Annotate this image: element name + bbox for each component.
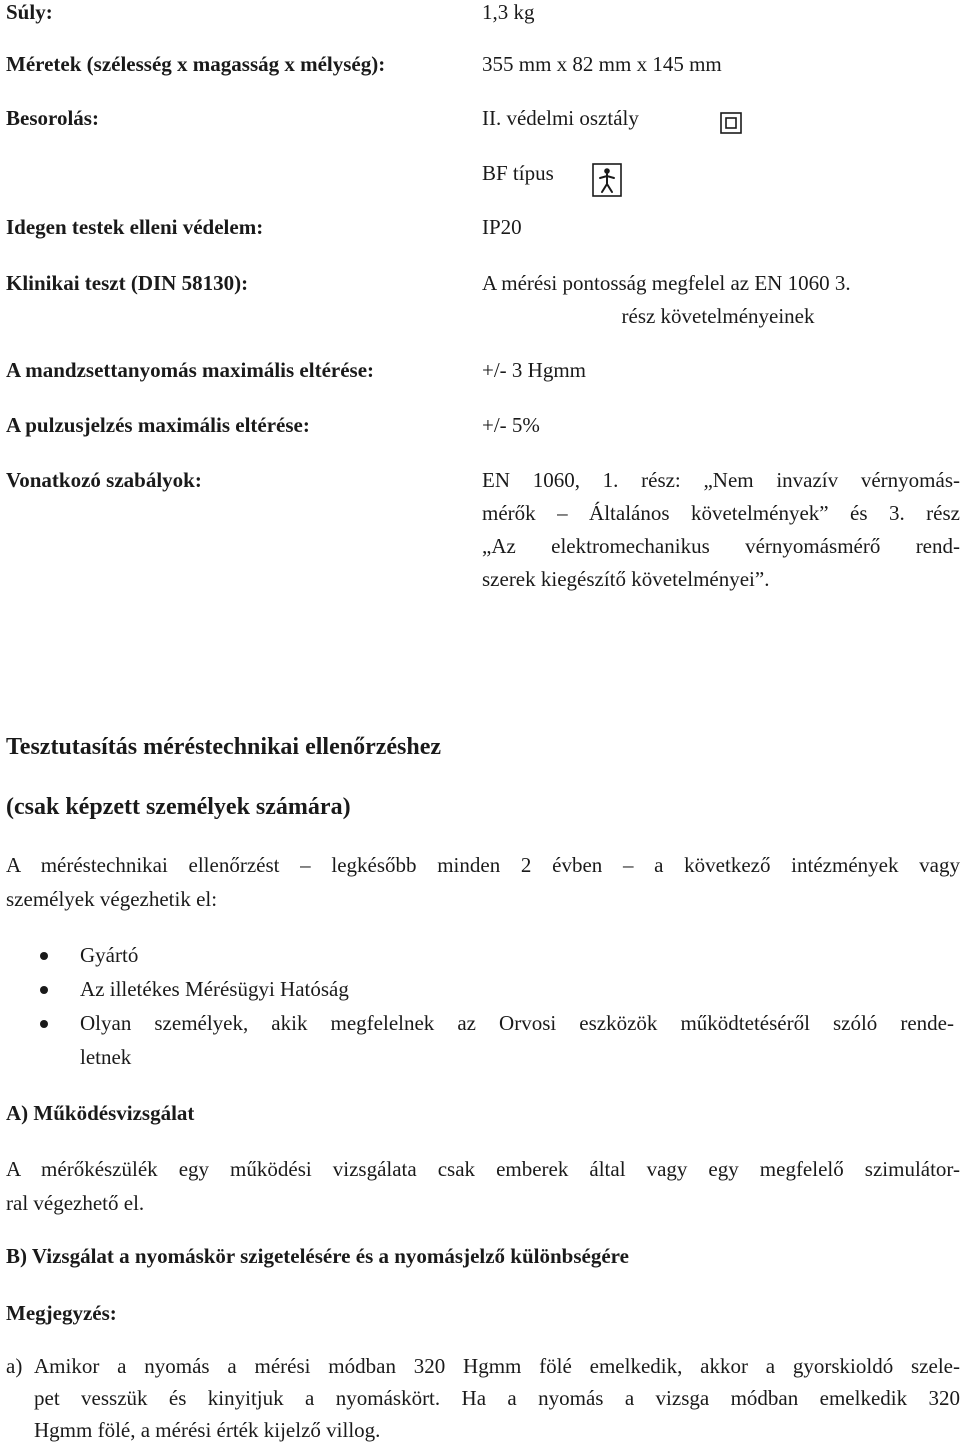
class-ii-double-square-icon [720,112,742,134]
list-item [0,972,960,1006]
section-b-title: B) Vizsgálat a nyomáskör szigetelésére és a nyomásjelző különbségére [6,1244,629,1268]
section-a-line2: ral végezhető el. [6,1191,145,1215]
classification-label: Besorolás: [6,106,99,130]
intro-paragraph [6,848,960,916]
list-item [0,938,960,972]
section-a-paragraph [6,1152,960,1220]
weight-value: 1,3 kg [482,0,535,24]
list-item [0,1006,960,1074]
bullet-text-line2: letnek [80,1045,132,1069]
regulations-line2: mérők – Általános követelmények” és 3. rész [482,501,960,525]
note-line1: Amikor a nyomás a mérési módban 320 Hgmm fölé emelkedik, akkor a gyorskioldó szele- [34,1354,960,1378]
section-subtitle: (csak képzett személyek számára) [6,794,351,820]
dimensions-label: Méretek (szélesség x magasság x mélység): [6,52,386,76]
note-line3: Hgmm fölé, a mérési érték kijelző villog. [34,1418,381,1442]
regulations-label: Vonatkozó szabályok: [6,468,202,492]
bullet-text: Az illetékes Mérésügyi Hatóság [80,977,349,1001]
clinical-test-value-line2: rész követelményeinek [621,304,815,328]
dimensions-value: 355 mm x 82 mm x 145 mm [482,52,722,76]
classification-value-class2: II. védelmi osztály [482,106,639,130]
cuff-deviation-label: A mandzsettanyomás maximális eltérése: [6,358,375,382]
bullet-icon [40,986,48,994]
note-prefix: a) [6,1354,23,1378]
regulations-line1: EN 1060, 1. rész: „Nem invazív vérnyomás- [482,468,960,492]
regulations-line3: „Az elektromechanikus vérnyomásmérő rend- [482,534,960,558]
foreign-body-label: Idegen testek elleni védelem: [6,215,264,239]
section-a-line1: A mérőkészülék egy működési vizsgálata csak emberek által vagy egy megfelelő szimulátor- [6,1157,960,1181]
classification-value-bf: BF típus [482,161,554,185]
clinical-test-label: Klinikai teszt (DIN 58130): [6,271,249,295]
pulse-deviation-label: A pulzusjelzés maximális eltérése: [6,413,310,437]
regulations-line4: szerek kiegészítő követelményei”. [482,567,770,591]
weight-label: Súly: [6,0,53,24]
foreign-body-value: IP20 [482,215,522,239]
intro-line2: személyek végezhetik el: [6,887,218,911]
bf-type-person-icon [592,163,622,197]
pulse-deviation-value: +/- 5% [482,413,540,437]
clinical-test-value-line1: A mérési pontosság megfelel az EN 1060 3. [482,271,851,295]
section-title: Tesztutasítás méréstechnikai ellenőrzéshez [6,734,442,760]
note-paragraph [34,1350,960,1446]
bullet-icon [40,1020,48,1028]
bullet-text-line1: Olyan személyek, akik megfelelnek az Orvosi eszközök működtetéséről szóló rende- [80,1011,954,1035]
note-line2: pet vesszük és kinyitjuk a nyomáskört. Ha a nyomás a vizsga módban emelkedik 320 [34,1386,960,1410]
bullet-icon [40,952,48,960]
regulations-value [482,464,960,596]
note-title: Megjegyzés: [6,1301,117,1325]
bullet-text: Gyártó [80,943,139,967]
cuff-deviation-value: +/- 3 Hgmm [482,358,587,382]
intro-line1: A méréstechnikai ellenőrzést – legkésőbb minden 2 évben – a következő intézmények vagy [6,853,960,877]
section-a-title: A) Működésvizsgálat [6,1101,195,1125]
bullet-list [0,938,960,1074]
